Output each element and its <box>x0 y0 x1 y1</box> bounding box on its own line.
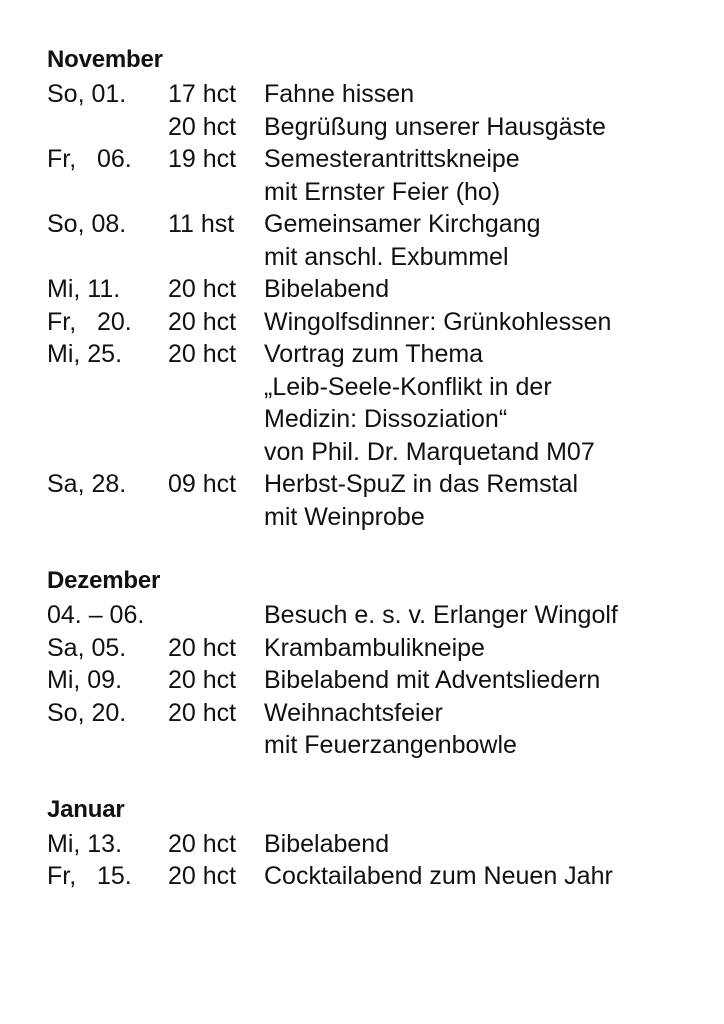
event-date: Mi, 25. <box>47 340 123 368</box>
event-row <box>47 697 707 762</box>
section-dezember <box>47 565 707 762</box>
event-description <box>264 468 707 533</box>
event-date: Mi, 11. <box>47 275 121 303</box>
event-time: 20 hct <box>168 862 237 890</box>
event-description <box>264 273 707 306</box>
event-row <box>47 143 707 208</box>
event-description <box>264 111 707 144</box>
event-line: Bibelabend mit Adventsliedern <box>264 666 601 694</box>
event-line: Semesterantrittskneipe <box>264 145 520 173</box>
event-time: 20 hct <box>168 275 237 303</box>
event-date: So, 01. <box>47 80 127 108</box>
event-row <box>47 338 707 468</box>
event-calendar <box>47 44 707 925</box>
month-heading: Dezember <box>47 567 161 594</box>
event-line: Medizin: Dissoziation“ <box>264 405 508 433</box>
event-date: Sa, 28. <box>47 470 127 498</box>
month-heading: November <box>47 46 163 73</box>
event-line: „Leib-Seele-Konflikt in der <box>264 372 552 401</box>
event-date <box>47 111 168 144</box>
event-date: Mi, 13. <box>47 829 123 858</box>
event-time: 20 hct <box>168 633 237 662</box>
event-date: Fr, 15. <box>47 862 132 890</box>
event-time: 20 hct <box>168 307 237 336</box>
event-time: 11 hst <box>168 210 235 238</box>
event-description <box>264 860 707 893</box>
event-date: Fr, 20. <box>47 307 132 336</box>
event-row <box>47 664 707 697</box>
event-row <box>47 273 707 306</box>
event-row <box>47 208 707 273</box>
event-time: 20 hct <box>168 698 237 727</box>
event-row <box>47 632 707 665</box>
event-line: Weihnachtsfeier <box>264 698 443 727</box>
event-line: Herbst-SpuZ in das Remstal <box>264 470 579 498</box>
event-time: 20 hct <box>168 829 237 858</box>
event-row <box>47 78 707 111</box>
event-description <box>264 143 707 208</box>
event-row <box>47 828 707 861</box>
section-november <box>47 44 707 533</box>
event-date: So, 08. <box>47 210 127 238</box>
event-date: Sa, 05. <box>47 633 127 662</box>
month-heading: Januar <box>47 795 125 823</box>
event-time <box>168 599 264 632</box>
event-line: Cocktailabend zum Neuen Jahr <box>264 862 613 890</box>
event-line: Wingolfsdinner: Grünkohlessen <box>264 307 612 336</box>
event-line: Gemeinsamer Kirchgang <box>264 210 541 238</box>
event-date: 04. – 06. <box>47 601 145 629</box>
event-description <box>264 208 707 273</box>
event-description <box>264 306 707 339</box>
event-description <box>264 338 707 468</box>
event-row <box>47 860 707 893</box>
event-row <box>47 111 707 144</box>
event-date: So, 20. <box>47 698 127 727</box>
event-line: mit Feuerzangenbowle <box>264 731 517 759</box>
event-row <box>47 306 707 339</box>
event-date: Fr, 06. <box>47 145 132 173</box>
event-description <box>264 632 707 665</box>
event-line: Begrüßung unserer Hausgäste <box>264 112 606 141</box>
section-januar <box>47 794 707 893</box>
event-description <box>264 599 707 632</box>
event-date: Mi, 09. <box>47 666 123 694</box>
event-line: Vortrag zum Thema <box>264 340 484 368</box>
event-row <box>47 599 707 632</box>
event-description <box>264 828 707 861</box>
event-time: 20 hct <box>168 340 237 368</box>
event-time: 20 hct <box>168 112 237 141</box>
event-time: 20 hct <box>168 666 237 694</box>
event-line: mit Ernster Feier (ho) <box>264 177 501 206</box>
event-description <box>264 697 707 762</box>
event-line: Fahne hissen <box>264 80 415 108</box>
event-time: 09 hct <box>168 470 237 498</box>
event-time: 17 hct <box>168 80 237 108</box>
event-line: mit anschl. Exbummel <box>264 242 509 271</box>
event-description <box>264 664 707 697</box>
event-row <box>47 468 707 533</box>
event-description <box>264 78 707 111</box>
event-line: Krambambulikneipe <box>264 633 485 662</box>
event-line: von Phil. Dr. Marquetand M07 <box>264 437 595 466</box>
event-line: Bibelabend <box>264 275 390 303</box>
event-time: 19 hct <box>168 145 237 173</box>
event-line: mit Weinprobe <box>264 502 425 531</box>
event-line: Besuch e. s. v. Erlanger Wingolf <box>264 601 618 629</box>
event-line: Bibelabend <box>264 829 390 858</box>
